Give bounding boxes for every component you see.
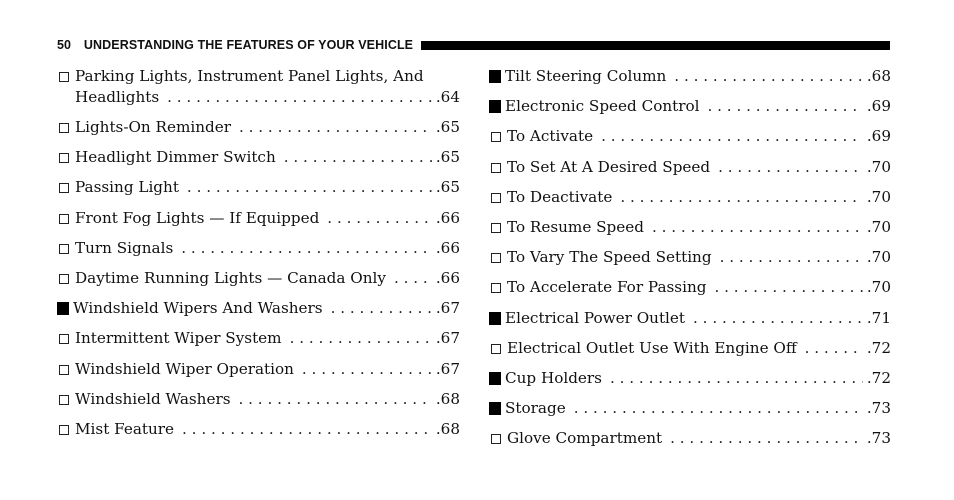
solid-square-bullet-icon <box>489 372 501 385</box>
toc-entry-page: .70 <box>866 278 891 297</box>
toc-entry-title: Storage <box>505 399 566 418</box>
toc-entry[interactable] <box>489 96 891 126</box>
solid-square-bullet-icon <box>489 70 501 83</box>
toc-entry-title: To Vary The Speed Setting <box>507 248 712 267</box>
toc-entry-page: .64 <box>435 88 460 106</box>
toc-entry-page: .70 <box>866 187 891 206</box>
hollow-square-bullet-icon <box>491 344 501 354</box>
hollow-square-bullet-icon <box>59 395 69 405</box>
hollow-square-bullet-icon <box>491 163 501 173</box>
toc-entry[interactable] <box>489 187 891 217</box>
hollow-square-bullet-icon <box>59 334 69 344</box>
header-rule <box>421 41 890 50</box>
dot-leader <box>239 117 432 138</box>
toc-entry[interactable] <box>57 419 460 449</box>
toc-right-column <box>489 66 891 458</box>
dot-leader <box>290 328 432 349</box>
dot-leader <box>652 217 863 238</box>
solid-square-bullet-icon <box>489 312 501 325</box>
toc-entry-title: Tilt Steering Column <box>505 67 667 85</box>
toc-entry-title: Lights-On Reminder <box>75 118 231 136</box>
dot-leader <box>670 428 863 449</box>
toc-entry[interactable] <box>57 359 460 389</box>
toc-entry[interactable] <box>489 157 891 187</box>
hollow-square-bullet-icon <box>491 253 501 263</box>
toc-entry-page: .67 <box>435 329 460 348</box>
toc-entry-page: .67 <box>435 299 460 318</box>
hollow-square-bullet-icon <box>59 123 69 133</box>
dot-leader <box>720 247 863 268</box>
toc-entry-page: .69 <box>866 127 891 146</box>
toc-entry[interactable] <box>57 268 460 298</box>
toc-entry-title: Electrical Power Outlet <box>505 308 686 327</box>
hollow-square-bullet-icon <box>59 244 69 254</box>
toc-entry[interactable] <box>57 389 460 419</box>
toc-entry[interactable] <box>489 308 891 338</box>
section-title: UNDERSTANDING THE FEATURES OF YOUR VEHICLE <box>83 38 414 52</box>
toc-entry[interactable] <box>57 177 460 207</box>
toc-entry-page: .72 <box>866 368 891 387</box>
toc-entry-page: .71 <box>866 308 891 327</box>
toc-entry-page: .70 <box>866 248 891 267</box>
toc-entry-title: Electronic Speed Control <box>505 97 700 116</box>
toc-entry[interactable] <box>57 147 460 177</box>
toc-entry-page: .65 <box>435 148 460 167</box>
solid-square-bullet-icon <box>489 100 501 113</box>
toc-entry-title-line1: Parking Lights, Instrument Panel Lights, And <box>75 67 424 85</box>
dot-leader <box>167 87 432 108</box>
hollow-square-bullet-icon <box>59 274 69 284</box>
dot-leader <box>674 66 863 87</box>
toc-entry-page: .65 <box>435 118 460 136</box>
page-number: 50 <box>57 38 71 52</box>
hollow-square-bullet-icon <box>491 193 501 203</box>
dot-leader <box>610 368 863 389</box>
solid-square-bullet-icon <box>57 302 69 315</box>
toc-entry[interactable] <box>57 66 460 117</box>
dot-leader <box>182 419 432 440</box>
toc-entry-title: Passing Light <box>75 178 179 197</box>
hollow-square-bullet-icon <box>59 153 69 163</box>
toc-entry[interactable] <box>57 117 460 147</box>
toc-entry[interactable] <box>489 277 891 307</box>
toc-entry-title: Windshield Wiper Operation <box>75 359 294 378</box>
toc-entry-page: .73 <box>866 399 891 418</box>
dot-leader <box>718 157 863 178</box>
toc-entry-title: Mist Feature <box>75 419 175 438</box>
toc-entry[interactable] <box>57 328 460 358</box>
hollow-square-bullet-icon <box>59 214 69 224</box>
toc-entry-title: To Deactivate <box>507 187 613 206</box>
toc-entry-page: .69 <box>866 97 891 116</box>
toc-entry-title: Front Fog Lights — If Equipped <box>75 208 320 227</box>
toc-entry[interactable] <box>489 428 891 458</box>
toc-entry-title: Turn Signals <box>75 238 174 257</box>
toc-entry-title: Headlight Dimmer Switch <box>75 148 276 167</box>
toc-entry-title: Electrical Outlet Use With Engine Off <box>507 338 797 357</box>
toc-entry-page: .68 <box>435 389 460 408</box>
dot-leader <box>714 277 862 298</box>
toc-entry-title: Windshield Wipers And Washers <box>73 299 323 318</box>
page-header <box>57 37 890 53</box>
toc-entry-title: Intermittent Wiper System <box>75 329 282 348</box>
toc-entry-title: Daytime Running Lights — Canada Only <box>75 268 386 287</box>
toc-entry[interactable] <box>489 126 891 156</box>
toc-left-column <box>57 66 460 449</box>
toc-entry[interactable] <box>57 298 460 328</box>
toc-entry[interactable] <box>489 398 891 428</box>
dot-leader <box>805 338 863 359</box>
dot-leader <box>394 268 432 289</box>
toc-entry-page: .65 <box>435 178 460 197</box>
dot-leader <box>327 208 432 229</box>
dot-leader <box>574 398 863 419</box>
hollow-square-bullet-icon <box>491 283 501 293</box>
toc-entry-page: .70 <box>866 157 891 176</box>
toc-entry[interactable] <box>57 208 460 238</box>
toc-entry-title: Cup Holders <box>505 368 602 387</box>
dot-leader <box>601 126 863 147</box>
toc-entry-page: .72 <box>866 338 891 357</box>
toc-entry[interactable] <box>489 338 891 368</box>
toc-entry-page: .68 <box>435 419 460 438</box>
toc-entry-page: .66 <box>435 208 460 227</box>
hollow-square-bullet-icon <box>491 132 501 142</box>
toc-entry-title: To Activate <box>507 127 594 146</box>
toc-entry-title: Headlights <box>75 88 160 106</box>
toc-entry-title: Glove Compartment <box>507 429 663 448</box>
toc-entry-page: .70 <box>866 217 891 236</box>
toc-entry-title: To Resume Speed <box>507 217 644 236</box>
dot-leader <box>239 389 432 410</box>
toc-entry-title: To Set At A Desired Speed <box>507 157 711 176</box>
toc-entry[interactable] <box>57 238 460 268</box>
toc-entry-page: .66 <box>435 268 460 287</box>
toc-entry[interactable] <box>489 247 891 277</box>
hollow-square-bullet-icon <box>59 425 69 435</box>
hollow-square-bullet-icon <box>59 72 69 82</box>
toc-entry[interactable] <box>489 217 891 247</box>
toc-entry-page: .68 <box>866 67 891 85</box>
dot-leader <box>331 298 432 319</box>
dot-leader <box>707 96 862 117</box>
dot-leader <box>181 238 432 259</box>
dot-leader <box>187 177 432 198</box>
dot-leader <box>302 359 432 380</box>
hollow-square-bullet-icon <box>59 183 69 193</box>
dot-leader <box>693 308 863 329</box>
hollow-square-bullet-icon <box>59 365 69 375</box>
toc-entry[interactable] <box>489 66 891 96</box>
toc-entry-page: .67 <box>435 359 460 378</box>
toc-entry[interactable] <box>489 368 891 398</box>
toc-entry-page: .66 <box>435 238 460 257</box>
solid-square-bullet-icon <box>489 402 501 415</box>
dot-leader <box>620 187 863 208</box>
hollow-square-bullet-icon <box>491 434 501 444</box>
toc-entry-title: To Accelerate For Passing <box>507 278 707 297</box>
hollow-square-bullet-icon <box>491 223 501 233</box>
toc-entry-page: .73 <box>866 429 891 448</box>
dot-leader <box>284 147 432 168</box>
toc-entry-title: Windshield Washers <box>75 389 231 408</box>
